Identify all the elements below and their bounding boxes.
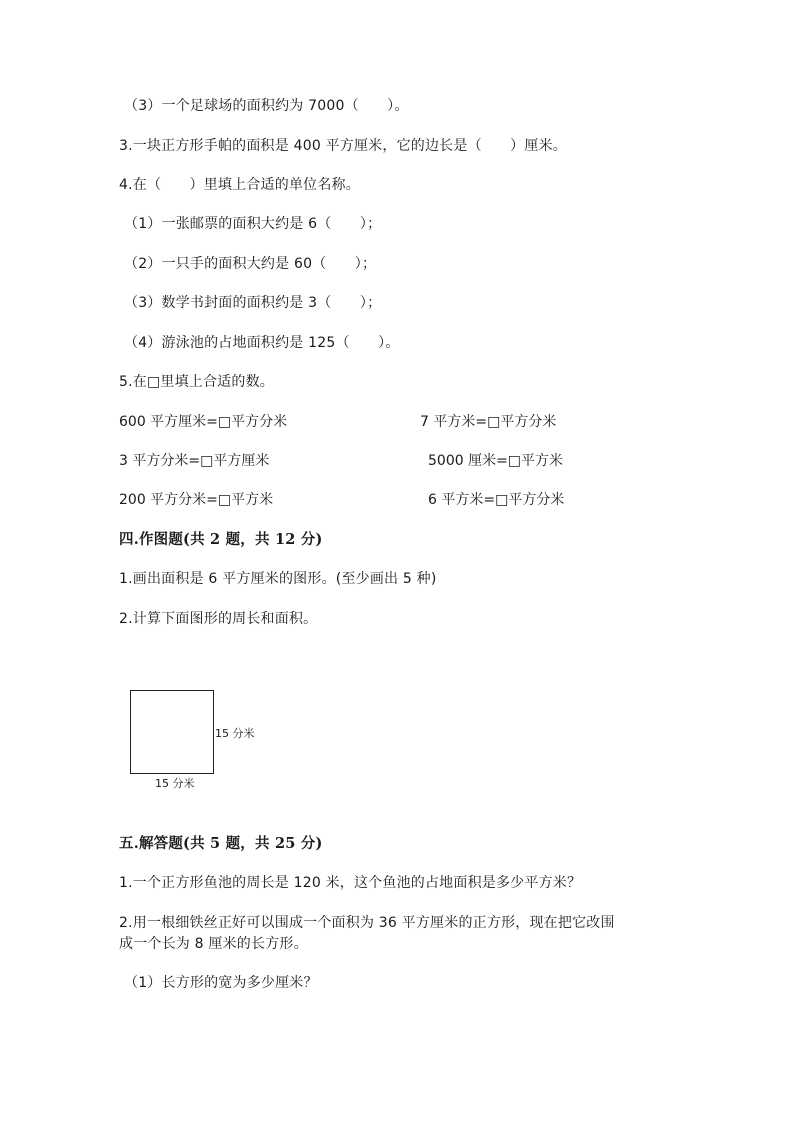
section-4-question-1: 1.画出面积是 6 平方厘米的图形。(至少画出 5 种) (119, 571, 437, 587)
conversion-left-3: 200 平方分米=□平方米 (119, 492, 274, 508)
conversion-right-1: 7 平方米=□平方分米 (420, 414, 557, 430)
section-5-heading: 五.解答题(共 5 题，共 25 分) (119, 835, 323, 852)
section-4-question-2: 2.计算下面图形的周长和面积。 (119, 611, 318, 627)
question-4: 4.在（ ）里填上合适的单位名称。 (119, 177, 360, 193)
section-5-question-2-line-1: 2.用一根细铁丝正好可以围成一个面积为 36 平方厘米的正方形，现在把它改围 (119, 915, 615, 931)
question-5: 5.在□里填上合适的数。 (119, 374, 274, 390)
question-4-item-1: （1）一张邮票的面积大约是 6（ ）； (124, 216, 382, 232)
question-4-item-3: （3）数学书封面的面积约是 3（ ）； (124, 295, 382, 311)
question-text: （3）一个足球场的面积约为 7000（ ）。 (124, 98, 409, 114)
section-5-question-1: 1.一个正方形鱼池的周长是 120 米，这个鱼池的占地面积是多少平方米？ (119, 875, 582, 891)
conversion-right-3: 6 平方米=□平方分米 (428, 492, 565, 508)
question-4-item-4: （4）游泳池的占地面积约是 125（ ）。 (124, 335, 400, 351)
section-5-question-2-sub-1: （1）长方形的宽为多少厘米？ (124, 975, 318, 991)
question-4-item-2: （2）一只手的面积大约是 60（ ）； (124, 256, 377, 272)
section-4-heading: 四.作图题(共 2 题，共 12 分) (119, 531, 323, 548)
question-3: 3.一块正方形手帕的面积是 400 平方厘米，它的边长是（ ）厘米。 (119, 138, 567, 154)
conversion-left-1: 600 平方厘米=□平方分米 (119, 414, 288, 430)
square-bottom-label: 15 分米 (155, 777, 195, 790)
conversion-right-2: 5000 厘米=□平方米 (428, 453, 564, 469)
section-5-question-2-line-2: 成一个长为 8 厘米的长方形。 (119, 936, 308, 952)
square-figure (130, 690, 214, 774)
conversion-left-2: 3 平方分米=□平方厘米 (119, 453, 270, 469)
square-side-label: 15 分米 (215, 727, 255, 740)
